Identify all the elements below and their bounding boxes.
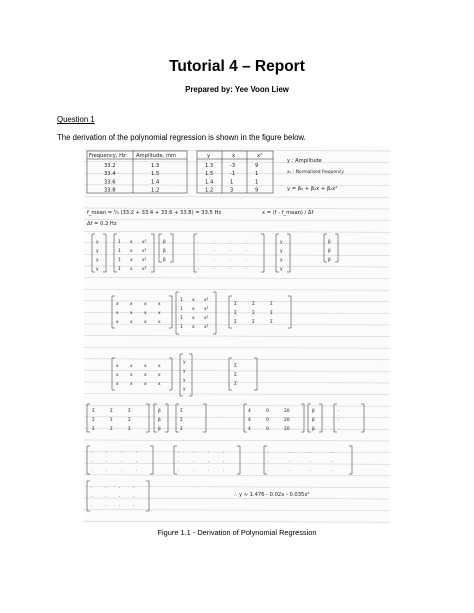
matrix-glyph: Σ — [92, 418, 95, 423]
matrix-glyph: 20 — [284, 409, 290, 414]
delta-f-line: Δf = 0.2 Hz — [87, 221, 117, 227]
matrix-glyph: 0 — [266, 427, 269, 432]
matrix-glyph: x — [116, 302, 119, 307]
matrix-glyph: x² — [142, 258, 147, 263]
trans-cell: 9 — [255, 187, 259, 194]
matrix-glyph: β — [328, 258, 331, 263]
matrix-glyph: y — [280, 240, 283, 245]
matrix-glyph: · — [198, 249, 200, 254]
matrix-glyph: x — [130, 311, 133, 316]
matrix-glyph: x² — [204, 325, 209, 330]
matrix-glyph: · — [133, 486, 135, 491]
matrix-glyph: · — [230, 267, 232, 272]
freq-cell: 33.2 — [104, 163, 116, 169]
matrix-glyph: · — [230, 249, 232, 254]
matrix-glyph: y — [280, 267, 283, 272]
matrix-glyph: Σ — [234, 364, 237, 369]
matrix-glyph: x — [130, 364, 133, 369]
matrix-glyph: · — [106, 460, 108, 465]
mean-frequency-line: f_mean = ¼ (33.2 + 33.4 + 33.6 + 33.8) = 33.5 Hz — [87, 210, 222, 216]
matrix-glyph: · — [91, 504, 93, 509]
trans-cell: 1 — [230, 179, 234, 186]
matrix-glyph: Σ — [252, 311, 255, 316]
matrix-glyph: Σ — [128, 427, 131, 432]
matrix-glyph: · — [338, 418, 340, 423]
matrix-glyph: x — [130, 258, 133, 263]
trans-cell: 9 — [255, 163, 259, 169]
matrix-glyph: Σ — [180, 418, 183, 423]
matrix-glyph: 1 — [180, 325, 183, 330]
matrix-glyph: Σ — [252, 302, 255, 307]
matrix-glyph: Σ — [234, 382, 237, 387]
matrix-glyph: Σ — [110, 427, 113, 432]
matrix-glyph: x — [158, 302, 161, 307]
matrix-glyph: x — [192, 307, 195, 312]
matrix-glyph: y — [96, 258, 99, 263]
matrix-glyph: y — [280, 249, 283, 254]
matrix-glyph: · — [105, 495, 107, 500]
matrix-glyph: 4 — [248, 418, 251, 423]
matrix-glyph: Σ — [234, 311, 237, 316]
derivation-sketch — [84, 146, 390, 524]
trans-cell: 1.5 — [205, 171, 214, 178]
table-header-frequency: Frequency, Hz — [89, 153, 126, 159]
matrix-glyph: Σ — [92, 409, 95, 414]
matrix-glyph: · — [136, 460, 138, 465]
matrix-glyph: Σ — [270, 302, 273, 307]
matrix-glyph: · — [136, 469, 138, 474]
matrix-glyph: · — [198, 258, 200, 263]
matrix-glyph: · — [119, 486, 121, 491]
matrix-glyph: · — [121, 451, 123, 456]
matrix-glyph: y — [96, 267, 99, 272]
matrix-glyph: · — [198, 267, 200, 272]
matrix-glyph: 1 — [118, 240, 121, 245]
matrix-glyph: · — [121, 460, 123, 465]
matrix-glyph: · — [331, 469, 333, 474]
matrix-glyph: Σ — [234, 320, 237, 325]
amp-cell: 1.2 — [151, 187, 160, 194]
matrix-glyph: Σ — [92, 427, 95, 432]
matrix-glyph: Σ — [128, 418, 131, 423]
matrix-glyph: · — [133, 495, 135, 500]
matrix-glyph: · — [119, 495, 121, 500]
legend-model: y = β₀ + β₁x + β₂x² — [287, 186, 338, 192]
matrix-glyph: β — [158, 427, 161, 432]
matrix-glyph: · — [121, 469, 123, 474]
matrix-glyph: β — [328, 240, 331, 245]
matrix-glyph: x² — [142, 267, 147, 272]
matrix-glyph: 0 — [266, 409, 269, 414]
amp-cell: 1.5 — [151, 171, 160, 178]
matrix-glyph: x — [158, 320, 161, 325]
matrix-glyph: y — [96, 249, 99, 254]
trans-header: x — [232, 153, 236, 159]
matrix-glyph: x — [116, 320, 119, 325]
freq-cell: 33.6 — [104, 179, 116, 186]
matrix-glyph: 20 — [284, 418, 290, 423]
matrix-glyph: · — [214, 258, 216, 263]
freq-cell: 33.8 — [104, 187, 116, 194]
matrix-glyph: x² — [204, 316, 209, 321]
amp-cell: 1.4 — [151, 179, 160, 186]
trans-header: x² — [257, 153, 263, 159]
matrix-glyph: · — [289, 460, 291, 465]
page-title: Tutorial 4 – Report — [169, 58, 305, 75]
matrix-glyph: · — [289, 469, 291, 474]
matrix-glyph: x — [158, 311, 161, 316]
freq-cell: 33.4 — [104, 171, 116, 178]
matrix-glyph: · — [338, 427, 340, 432]
matrix-glyph: β — [312, 418, 315, 423]
trans-cell: -1 — [230, 171, 236, 178]
matrix-glyph: · — [106, 469, 108, 474]
matrix-glyph: · — [105, 486, 107, 491]
matrix-glyph: · — [310, 451, 312, 456]
legend-y: y : Amplitude — [287, 158, 322, 164]
matrix-glyph: · — [223, 460, 225, 465]
matrix-glyph: x — [158, 373, 161, 378]
matrix-glyph: x² — [204, 298, 209, 303]
intro-paragraph: The derivation of the polynomial regression is shown in the figure below. — [57, 133, 306, 142]
matrix-glyph: · — [223, 469, 225, 474]
matrix-glyph: Σ — [270, 320, 273, 325]
matrix-glyph: · — [310, 460, 312, 465]
matrix-glyph: · — [91, 486, 93, 491]
matrix-glyph: · — [198, 240, 200, 245]
matrix-glyph: Σ — [180, 409, 183, 414]
trans-header: y — [207, 153, 211, 159]
matrix-glyph: x — [130, 249, 133, 254]
matrix-glyph: x — [158, 364, 161, 369]
matrix-glyph: y — [183, 387, 186, 392]
matrix-glyph: · — [193, 469, 195, 474]
matrix-glyph: 1 — [180, 298, 183, 303]
legend-x: xₙ : Normalised frequency — [287, 170, 344, 175]
matrix-glyph: 1 — [180, 316, 183, 321]
trans-cell: 3 — [230, 187, 234, 194]
matrix-glyph: y — [183, 378, 186, 383]
matrix-glyph: β — [163, 249, 166, 254]
matrix-glyph: β — [163, 258, 166, 263]
matrix-glyph: · — [268, 469, 270, 474]
matrix-glyph: β — [158, 409, 161, 414]
matrix-glyph: · — [91, 469, 93, 474]
matrix-glyph: y — [183, 369, 186, 374]
matrix-glyph: Σ — [180, 427, 183, 432]
matrix-glyph: x — [130, 320, 133, 325]
matrix-glyph: · — [214, 240, 216, 245]
author-byline: Prepared by: Yee Voon Liew — [185, 85, 289, 94]
matrix-glyph: · — [338, 409, 340, 414]
matrix-glyph: 4 — [248, 409, 251, 414]
matrix-glyph: · — [208, 451, 210, 456]
matrix-glyph: β — [163, 240, 166, 245]
matrix-glyph: · — [178, 469, 180, 474]
trans-cell: 1.3 — [205, 163, 214, 169]
matrix-glyph: x — [116, 364, 119, 369]
matrix-glyph: · — [268, 451, 270, 456]
matrix-glyph: · — [133, 504, 135, 509]
matrix-glyph: 20 — [284, 427, 290, 432]
matrix-glyph: · — [136, 451, 138, 456]
matrix-glyph: Σ — [128, 409, 131, 414]
matrix-glyph: x — [192, 325, 195, 330]
matrix-glyph: x — [130, 240, 133, 245]
question-heading: Question 1 — [57, 115, 95, 124]
matrix-glyph: x² — [142, 249, 147, 254]
matrix-glyph: · — [331, 460, 333, 465]
matrix-glyph: · — [246, 267, 248, 272]
final-equation: ∴ y ≈ 1.476 - 0.02x - 0.035x² — [234, 492, 310, 498]
matrix-glyph: Σ — [110, 409, 113, 414]
matrix-glyph: · — [91, 495, 93, 500]
trans-cell: 1 — [255, 171, 259, 178]
matrix-glyph: x² — [204, 307, 209, 312]
matrix-glyph: y — [183, 360, 186, 365]
matrix-glyph: · — [246, 258, 248, 263]
x-definition: x = (f - f_mean) / Δf — [262, 210, 314, 216]
matrix-glyph: · — [208, 469, 210, 474]
trans-cell: -3 — [230, 163, 236, 169]
matrix-glyph: 1 — [118, 267, 121, 272]
matrix-glyph: · — [289, 451, 291, 456]
matrix-glyph: x — [130, 373, 133, 378]
matrix-glyph: x — [144, 311, 147, 316]
figure-caption: Figure 1.1 - Derivation of Polynomial Regression — [157, 528, 317, 537]
matrix-glyph: 1 — [180, 307, 183, 312]
matrix-glyph: · — [105, 504, 107, 509]
matrix-glyph: · — [193, 451, 195, 456]
matrix-glyph: x — [144, 302, 147, 307]
matrix-glyph: x — [144, 373, 147, 378]
matrix-glyph: · — [246, 249, 248, 254]
table-header-amplitude: Amplitude, mm — [136, 153, 176, 159]
trans-cell: 1 — [255, 179, 259, 186]
matrix-glyph: · — [208, 460, 210, 465]
matrix-glyph: · — [178, 460, 180, 465]
matrix-glyph: β — [158, 418, 161, 423]
matrix-glyph: x — [116, 373, 119, 378]
trans-cell: 1.4 — [205, 179, 214, 186]
matrix-glyph: · — [214, 249, 216, 254]
matrix-glyph: Σ — [234, 373, 237, 378]
matrix-glyph: Σ — [110, 418, 113, 423]
matrix-glyph: Σ — [234, 302, 237, 307]
matrix-glyph: y — [96, 240, 99, 245]
matrix-glyph: x — [130, 267, 133, 272]
matrix-glyph: · — [91, 460, 93, 465]
matrix-glyph: x — [144, 382, 147, 387]
matrix-glyph: x — [116, 382, 119, 387]
matrix-glyph: · — [106, 451, 108, 456]
matrix-glyph: x — [116, 311, 119, 316]
matrix-glyph: x — [130, 382, 133, 387]
matrix-glyph: · — [246, 240, 248, 245]
matrix-glyph: x — [144, 320, 147, 325]
matrix-glyph: · — [230, 258, 232, 263]
matrix-glyph: · — [178, 451, 180, 456]
matrix-glyph: · — [193, 460, 195, 465]
matrix-glyph: · — [119, 504, 121, 509]
matrix-glyph: x² — [142, 240, 147, 245]
matrix-glyph: x — [130, 302, 133, 307]
matrix-glyph: β — [312, 409, 315, 414]
matrix-glyph: 1 — [118, 249, 121, 254]
matrix-glyph: x — [192, 316, 195, 321]
matrix-glyph: 0 — [266, 418, 269, 423]
matrix-glyph: · — [268, 460, 270, 465]
matrix-glyph: 4 — [248, 427, 251, 432]
matrix-glyph: β — [312, 427, 315, 432]
matrix-glyph: · — [310, 469, 312, 474]
matrix-glyph: Σ — [252, 320, 255, 325]
matrix-glyph: · — [331, 451, 333, 456]
matrix-glyph: · — [214, 267, 216, 272]
matrix-glyph: x — [192, 298, 195, 303]
matrix-glyph: x — [158, 382, 161, 387]
matrix-glyph: · — [91, 451, 93, 456]
matrix-glyph: x — [144, 364, 147, 369]
matrix-glyph: · — [223, 451, 225, 456]
matrix-glyph: Σ — [270, 311, 273, 316]
matrix-glyph: 1 — [118, 258, 121, 263]
trans-cell: 1.2 — [205, 187, 214, 194]
handwritten-derivation-figure — [84, 146, 390, 524]
amp-cell: 1.3 — [151, 163, 160, 169]
matrix-glyph: β — [328, 249, 331, 254]
matrix-glyph: · — [230, 240, 232, 245]
matrix-glyph: y — [280, 258, 283, 263]
